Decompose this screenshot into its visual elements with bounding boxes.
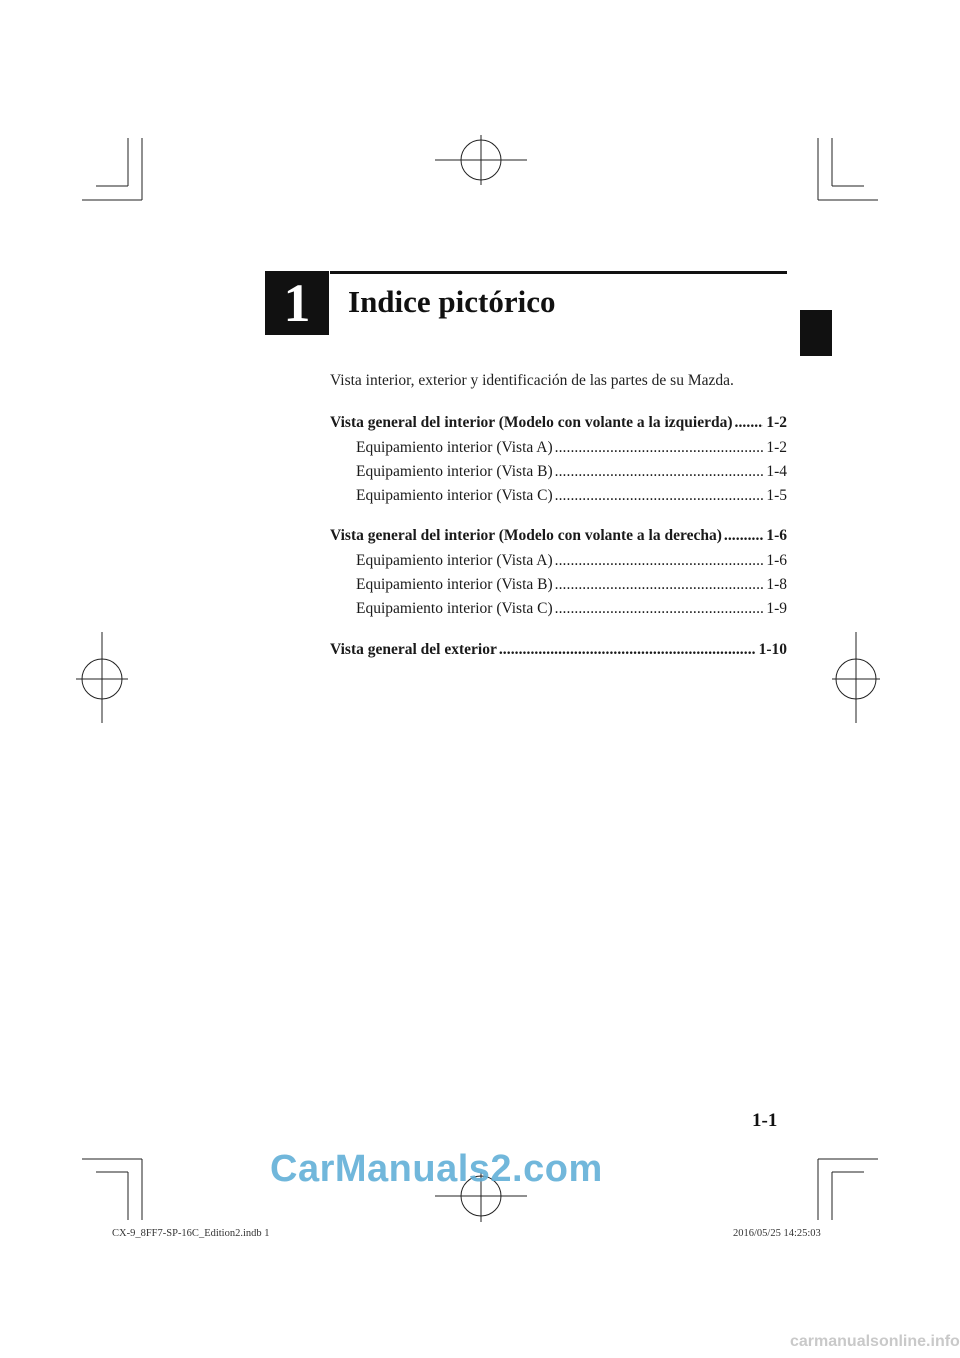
toc-leader bbox=[735, 414, 764, 432]
toc-entry-label: Equipamiento interior (Vista B) bbox=[356, 463, 553, 480]
print-slug-file: CX-9_8FF7-SP-16C_Edition2.indb 1 bbox=[112, 1228, 270, 1239]
toc-entry[interactable] bbox=[330, 414, 787, 432]
carmanualsonline-watermark: carmanualsonline.info bbox=[790, 1333, 960, 1350]
toc-entry-page: 1-6 bbox=[766, 552, 787, 569]
toc-entry-page: 1-8 bbox=[766, 576, 787, 593]
toc-entry[interactable] bbox=[356, 576, 787, 594]
toc-leader bbox=[555, 600, 764, 618]
toc-entry-label: Equipamiento interior (Vista C) bbox=[356, 600, 553, 617]
toc-entry[interactable] bbox=[356, 463, 787, 481]
chapter-title: Indice pictórico bbox=[348, 284, 556, 319]
page-number: 1-1 bbox=[752, 1110, 778, 1131]
chapter-rule bbox=[330, 271, 787, 274]
toc-entry[interactable] bbox=[356, 600, 787, 618]
toc-entry-label: Equipamiento interior (Vista B) bbox=[356, 576, 553, 593]
toc-leader bbox=[555, 487, 764, 505]
print-slug-timestamp: 2016/05/25 14:25:03 bbox=[733, 1228, 821, 1239]
toc-leader bbox=[724, 527, 763, 545]
toc-leader bbox=[555, 552, 764, 570]
toc-leader bbox=[555, 439, 764, 457]
toc-entry-label: Equipamiento interior (Vista A) bbox=[356, 439, 553, 456]
toc-entry[interactable] bbox=[330, 527, 787, 545]
toc-entry[interactable] bbox=[356, 487, 787, 505]
chapter-intro: Vista interior, exterior y identificación de las partes de su Mazda. bbox=[330, 372, 734, 389]
toc-entry-page: 1-10 bbox=[758, 641, 787, 658]
toc-entry-page: 1-2 bbox=[766, 439, 787, 456]
toc-entry-label: Vista general del exterior bbox=[330, 641, 497, 658]
toc-entry-page: 1-4 bbox=[766, 463, 787, 480]
toc-entry-label: Equipamiento interior (Vista A) bbox=[356, 552, 553, 569]
toc-entry[interactable] bbox=[356, 439, 787, 457]
toc-entry-page: 1-9 bbox=[766, 600, 787, 617]
toc-leader bbox=[555, 463, 764, 481]
toc-leader bbox=[499, 641, 756, 659]
carmanuals-watermark: CarManuals2.com bbox=[270, 1148, 603, 1190]
toc-entry-page: 1-6 bbox=[766, 527, 787, 544]
toc-entry[interactable] bbox=[356, 552, 787, 570]
toc-entry-label: Equipamiento interior (Vista C) bbox=[356, 487, 553, 504]
toc-entry-page: 1-5 bbox=[766, 487, 787, 504]
toc-entry-page: 1-2 bbox=[766, 414, 787, 431]
chapter-side-tab bbox=[800, 310, 832, 356]
toc-entry[interactable] bbox=[330, 641, 787, 659]
toc-leader bbox=[555, 576, 764, 594]
chapter-number: 1 bbox=[265, 271, 329, 335]
toc-entry-label: Vista general del interior (Modelo con volante a la derecha) bbox=[330, 527, 722, 544]
toc-entry-label: Vista general del interior (Modelo con volante a la izquierda) bbox=[330, 414, 733, 431]
